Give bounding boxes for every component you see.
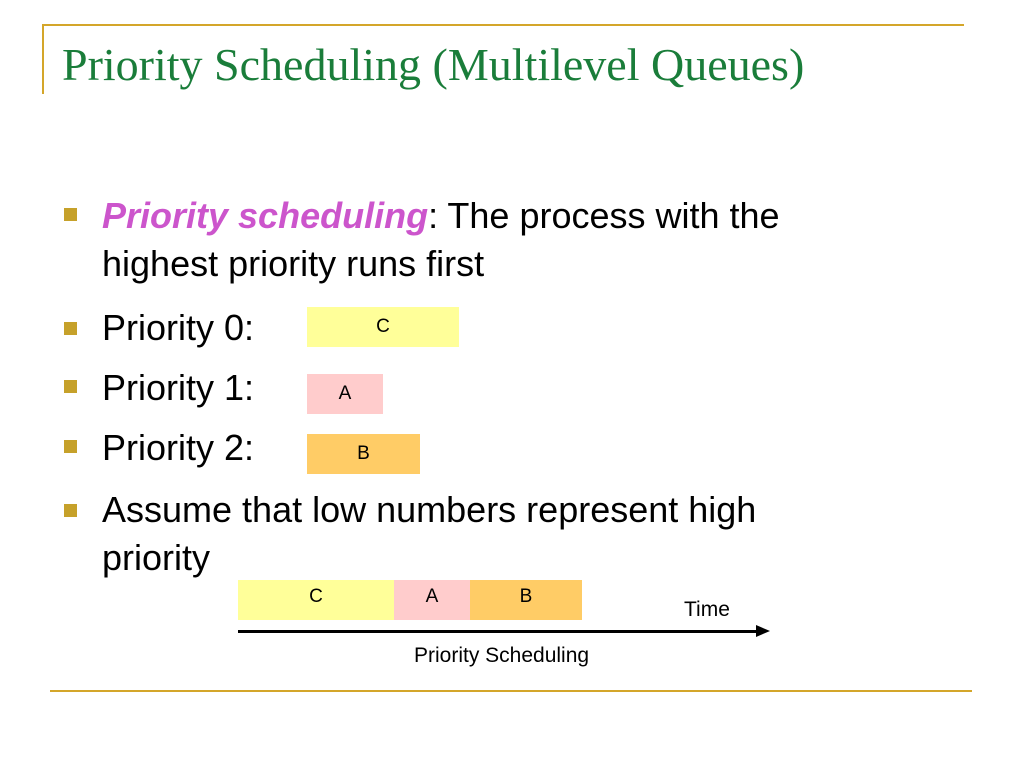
bullet-square-icon: [64, 440, 77, 453]
definition-line-2: highest priority runs first: [102, 243, 485, 284]
timeline-segment-b: B: [470, 580, 582, 620]
definition-text: : The process with the: [428, 195, 780, 236]
timeline-segment-a: A: [394, 580, 470, 620]
priority-0-label: Priority 0:: [102, 307, 255, 348]
frame-top-line: [42, 24, 964, 26]
time-axis-label: Time: [684, 598, 730, 621]
time-axis-arrow-icon: [756, 625, 770, 637]
frame-left-line: [42, 24, 44, 94]
priority-1-label: Priority 1:: [102, 367, 255, 408]
priority-2-label: Priority 2:: [102, 427, 255, 468]
timeline-caption: Priority Scheduling: [414, 644, 590, 667]
assumption-line-1: Assume that low numbers represent high: [102, 489, 757, 530]
queue-box-priority-1: A: [307, 374, 383, 414]
slide-title: Priority Scheduling (Multilevel Queues): [62, 39, 805, 90]
bullet-square-icon: [64, 322, 77, 335]
queue-box-priority-0: C: [307, 307, 459, 347]
time-axis-line: [238, 630, 758, 633]
frame-bottom-line: [50, 690, 972, 692]
bullet-square-icon: [64, 380, 77, 393]
bullet-square-icon: [64, 208, 77, 221]
timeline-segment-c: C: [238, 580, 394, 620]
term-priority-scheduling: Priority scheduling: [102, 195, 429, 236]
assumption-line-2: priority: [102, 537, 211, 578]
queue-box-priority-2: B: [307, 434, 420, 474]
bullet-square-icon: [64, 504, 77, 517]
